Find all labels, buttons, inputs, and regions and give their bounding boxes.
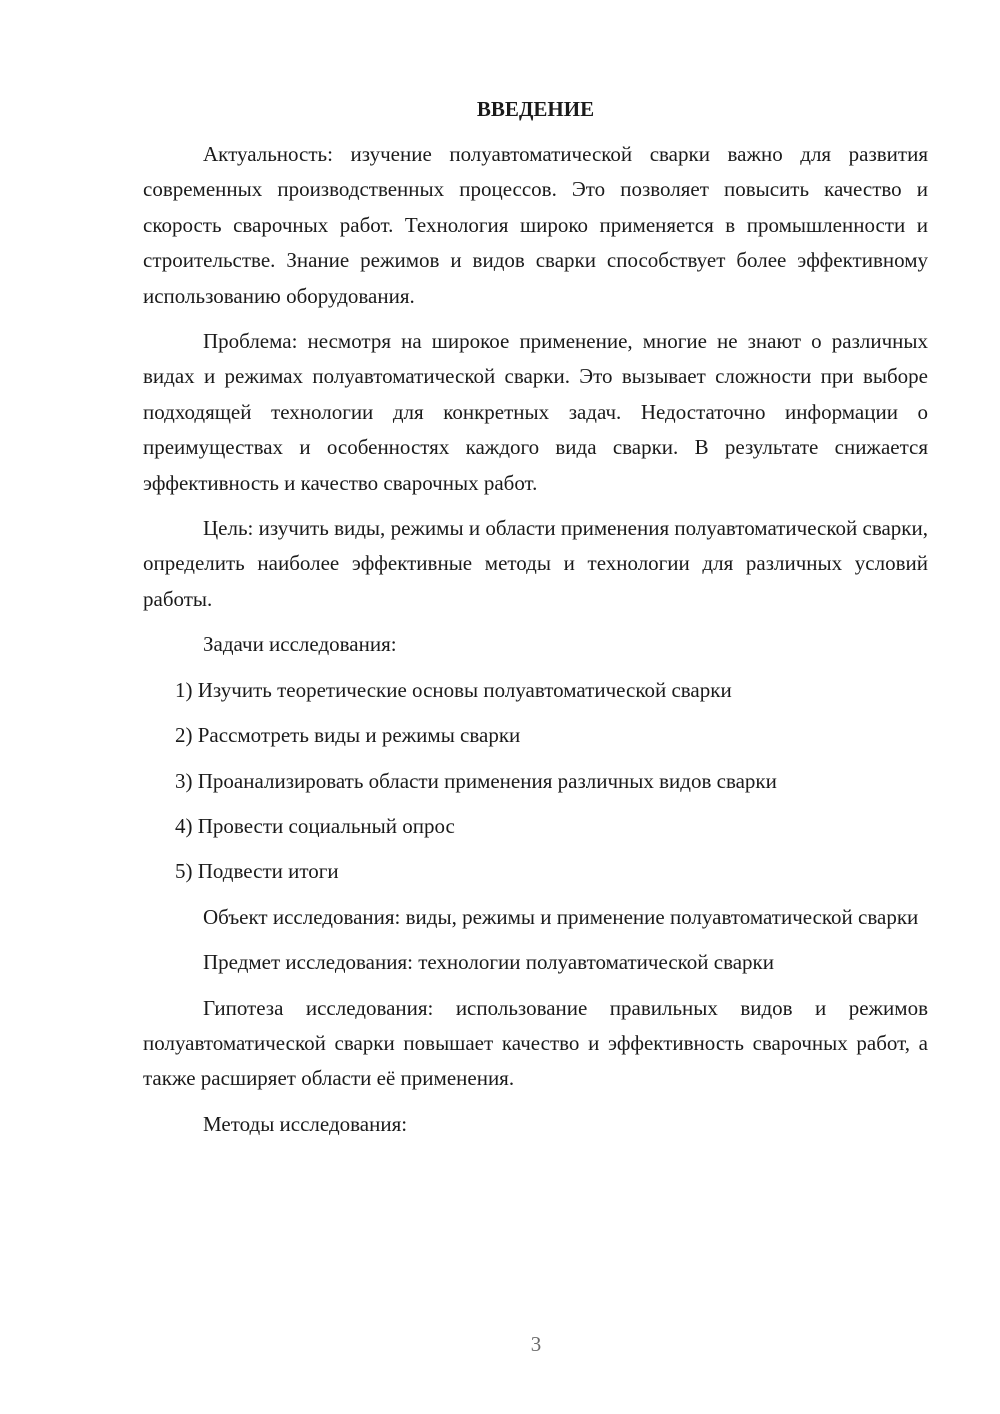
task-item: 2) Рассмотреть виды и режимы сварки xyxy=(175,723,521,748)
page-number: 3 xyxy=(530,1332,542,1356)
paragraph-relevance: Актуальность: изучение полуавтоматической сварки важно для развития современных производственных процессов. Это позволяет повысить качество и скорость сварочных работ. Технология широко применяется в промышленности и строительстве. Знание режимов и видов сварки способствует более эффективному использованию оборудования. xyxy=(143,142,928,308)
paragraph-methods-heading: Методы исследования: xyxy=(203,1111,408,1136)
paragraph-goal: Цель: изучить виды, режимы и области применения полуавтоматической сварки, определить наиболее эффективные методы и технологии для различных условий работы. xyxy=(143,516,928,611)
task-item: 3) Проанализировать области применения различных видов сварки xyxy=(175,768,777,793)
task-item: 5) Подвести итоги xyxy=(175,859,339,884)
task-item: 4) Провести социальный опрос xyxy=(175,813,455,838)
document-title: ВВЕДЕНИЕ xyxy=(476,97,595,121)
paragraph-hypothesis: Гипотеза исследования: использование правильных видов и режимов полуавтоматической сварки повышает качество и эффективность сварочных работ, а также расширяет области её применения. xyxy=(143,995,928,1091)
paragraph-object: Объект исследования: виды, режимы и применение полуавтоматической сварки xyxy=(203,904,919,929)
task-item: 1) Изучить теоретические основы полуавтоматической сварки xyxy=(175,677,732,702)
paragraph-tasks-heading: Задачи исследования: xyxy=(203,632,397,657)
paragraph-subject: Предмет исследования: технологии полуавтоматической сварки xyxy=(203,950,774,975)
page-content xyxy=(143,92,928,1152)
paragraph-problem: Проблема: несмотря на широкое применение, многие не знают о различных видах и режимах полуавтоматической сварки. Это вызывает сложности при выборе подходящей технологии для конкретных задач. Недостаточно информации о преимуществах и особенностях каждого вида сварки. В результате снижается эффективность и качество сварочных работ. xyxy=(143,329,928,495)
